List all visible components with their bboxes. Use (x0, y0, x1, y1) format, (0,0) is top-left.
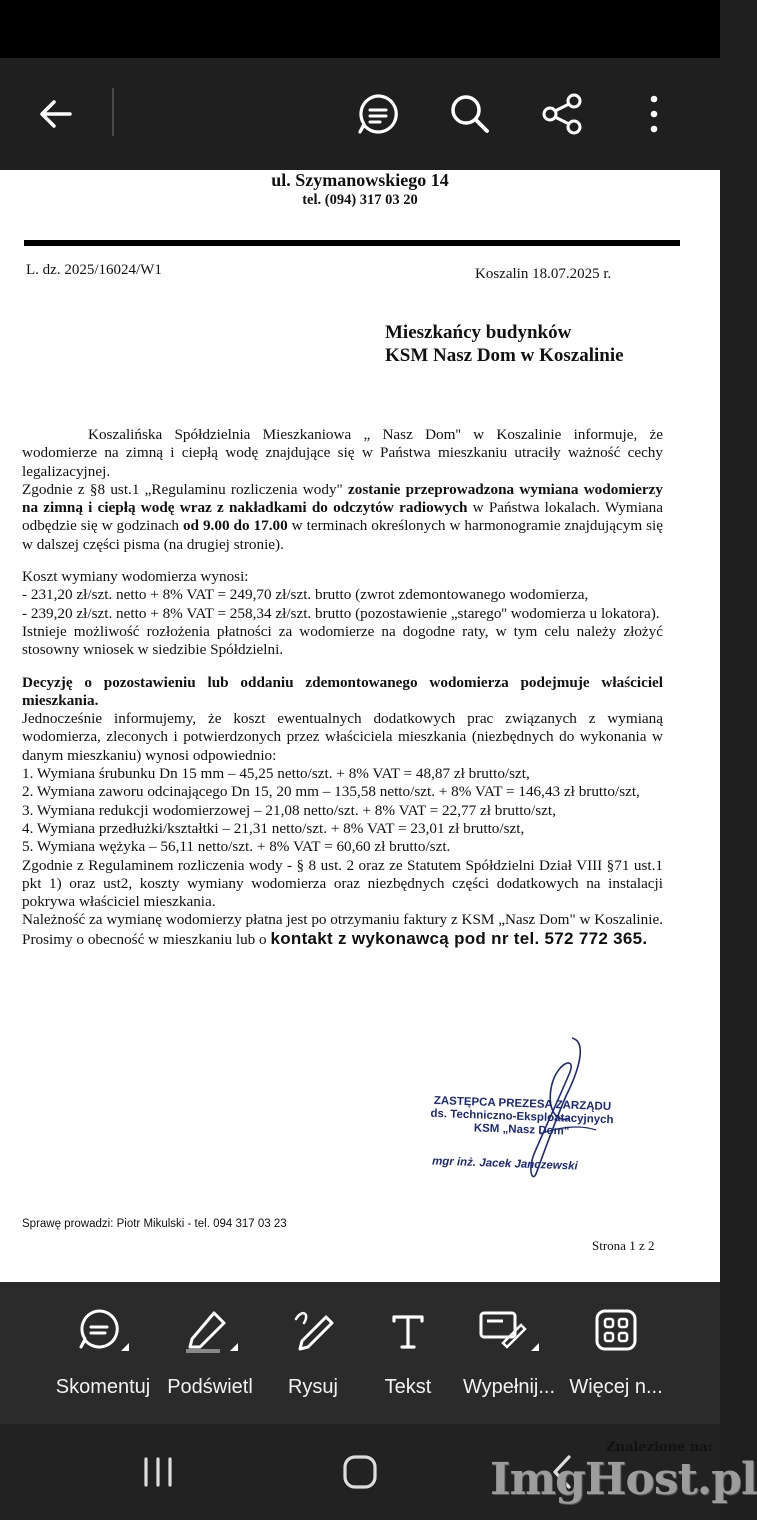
installments-note: Istnieje możliwość rozłożenia płatności za wodomierze na dogodne raty, w tym celu należy złożyć stosowny wniosek w siedzibie Spółdzielni. (22, 622, 663, 659)
tool-label: Skomentuj (55, 1376, 151, 1398)
list-item: 2. Wymiana zaworu odcinającego Dn 15, 20 mm – 135,58 netto/szt. + 8% VAT = 146,43 zł brutto/szt, (22, 783, 640, 801)
tool-label: Tekst (384, 1376, 432, 1398)
search-icon[interactable] (442, 86, 498, 142)
text-icon (372, 1300, 444, 1360)
regulation-note: Zgodnie z Regulaminem rozliczenia wody - § 8 ust. 2 oraz ze Statutem Spółdzielni Dział VIII §71 ust.1 pkt 1) oraz ust2, koszty wymiany wodomierza oraz niezbędnych części dodatkowych na instalacji pokrywa właściciel mieszkania. (22, 856, 663, 911)
highlight-icon (160, 1300, 260, 1360)
cost-title: Koszt wymiany wodomierza wynosi: (22, 568, 249, 586)
list-item: 1. Wymiana śrubunku Dn 15 mm – 45,25 netto/szt. + 8% VAT = 48,87 zł brutto/szt, (22, 765, 530, 783)
tool-more[interactable] (564, 1300, 668, 1404)
reference-number: L. dz. 2025/16024/W1 (26, 262, 162, 278)
tool-draw[interactable] (276, 1300, 350, 1404)
tool-label: Wypełnij... (462, 1376, 556, 1398)
toolbar-divider (112, 88, 114, 136)
tool-label: Rysuj (287, 1376, 338, 1398)
decision-note (22, 674, 663, 711)
more-tools-icon (564, 1300, 668, 1360)
spacer (22, 660, 663, 674)
decision-text: Decyzję o pozostawieniu lub oddaniu zdemontowanego wodomierza podejmuje właściciel mieszkania. (22, 673, 663, 709)
replacement-notice: zostanie przeprowadzona wymiana wodomierzy na zimną i ciepłą wodę wraz z nakładkami do odczytów radiowych (22, 480, 663, 517)
draw-icon (276, 1300, 350, 1360)
header-phone: tel. (094) 317 03 20 (302, 192, 418, 208)
stamp-line-3: KSM „Nasz Dom" (473, 1122, 570, 1138)
more-vert-icon[interactable] (626, 86, 682, 142)
tool-highlight[interactable] (160, 1300, 260, 1404)
header-rule (24, 240, 680, 246)
stamp-line-1: ZASTĘPCA PREZESA ZARZĄDU (433, 1094, 612, 1114)
cost-option-1: - 231,20 zł/szt. netto + 8% VAT = 249,70 zł/szt. brutto (zwrot zdemontowanego wodomierza, (22, 586, 589, 604)
back-arrow-icon[interactable] (28, 86, 84, 142)
list-item: 3. Wymiana redukcji wodomierzowej – 21,08 netto/szt. + 8% VAT = 22,77 zł brutto/szt, (22, 801, 556, 819)
addressee-line-1: Mieszkańcy budynków (385, 322, 572, 343)
document-page[interactable] (0, 170, 720, 1270)
payment-note (22, 911, 663, 949)
top-toolbar (0, 58, 720, 170)
list-item: 5. Wymiana wężyka – 56,11 netto/szt. + 8% VAT = 60,60 zł brutto/szt. (22, 838, 451, 856)
tool-label: Więcej n... (569, 1376, 663, 1398)
comment-mode-icon[interactable] (350, 86, 406, 142)
page-edge (0, 1270, 720, 1282)
fill-sign-icon (456, 1300, 562, 1360)
cost-option-2: - 239,20 zł/szt. netto + 8% VAT = 258,34 zł/szt. brutto (pozostawienie „starego'' wodomierza u lokatora). (22, 604, 660, 622)
header-address: ul. Szymanowskiego 14 (271, 170, 449, 190)
tool-fill-sign[interactable] (456, 1300, 562, 1404)
watermark-caption: Znalezione na: (606, 1440, 713, 1455)
watermark-logo: ImgHost.pl (490, 1454, 757, 1505)
status-bar (0, 0, 720, 58)
paragraph-intro: Koszalińska Spółdzielnia Mieszkaniowa „ Nasz Dom'' w Koszalinie informuje, że wodomierze na zimną i ciepłą wodę znajdujące się w Państwa mieszkaniu utraciły ważność cechy legalizacyjnej. (22, 426, 663, 480)
share-icon[interactable] (534, 86, 590, 142)
contractor-contact: kontakt z wykonawcą pod nr tel. 572 772 365. (270, 928, 648, 948)
paragraph-replacement (22, 481, 663, 554)
page-number: Strona 1 z 2 (592, 1238, 655, 1253)
official-stamp (426, 1095, 617, 1141)
stamp-line-2: ds. Techniczno-Eksploatacyjnych (430, 1107, 614, 1127)
replacement-where: w Państwa lokalach. Wymiana odbędzie się w godzinach (22, 499, 663, 535)
tool-text[interactable] (372, 1300, 444, 1404)
regulation-ref: Zgodnie z §8 ust.1 „Regulaminu rozliczenia wody" (22, 480, 343, 498)
payment-text: Należność za wymianę wodomierzy płatna jest po otrzymaniu faktury z KSM „Nasz Dom" w Koszalinie. Prosimy o obecność w mieszkaniu lub o (22, 911, 663, 948)
tool-label: Podświetl (167, 1376, 253, 1398)
addressee-line-2: KSM Nasz Dom w Koszalinie (385, 345, 624, 366)
replacement-hours: od 9.00 do 17.00 (182, 517, 288, 535)
replacement-schedule: w terminach określonych w harmonogramie znajdującym się w dalszej części pisma (na drugiej stronie). (22, 517, 663, 553)
spacer (22, 554, 663, 568)
recent-apps-icon[interactable] (128, 1450, 188, 1494)
tool-comment[interactable] (48, 1300, 158, 1404)
home-icon[interactable] (330, 1450, 390, 1494)
additional-costs-intro: Jednocześnie informujemy, że koszt ewentualnych dodatkowych prac związanych z wymianą wodomierza, zleconych i potwierdzonych przez właściciela mieszkania (niezbędnych do wykonania w danym mieszkaniu) wynosi odpowiednio: (22, 710, 663, 764)
letter-body (22, 426, 663, 949)
list-item: 4. Wymiana przedłużki/kształtki – 21,31 netto/szt. + 8% VAT = 23,01 zł brutto/szt, (22, 819, 525, 837)
case-officer: Sprawę prowadzi: Piotr Mikulski - tel. 094 317 03 23 (22, 1218, 287, 1230)
comment-icon (48, 1300, 158, 1360)
signatory-name: mgr inż. Jacek Janczewski (431, 1155, 578, 1173)
place-date: Koszalin 18.07.2025 r. (475, 266, 612, 282)
